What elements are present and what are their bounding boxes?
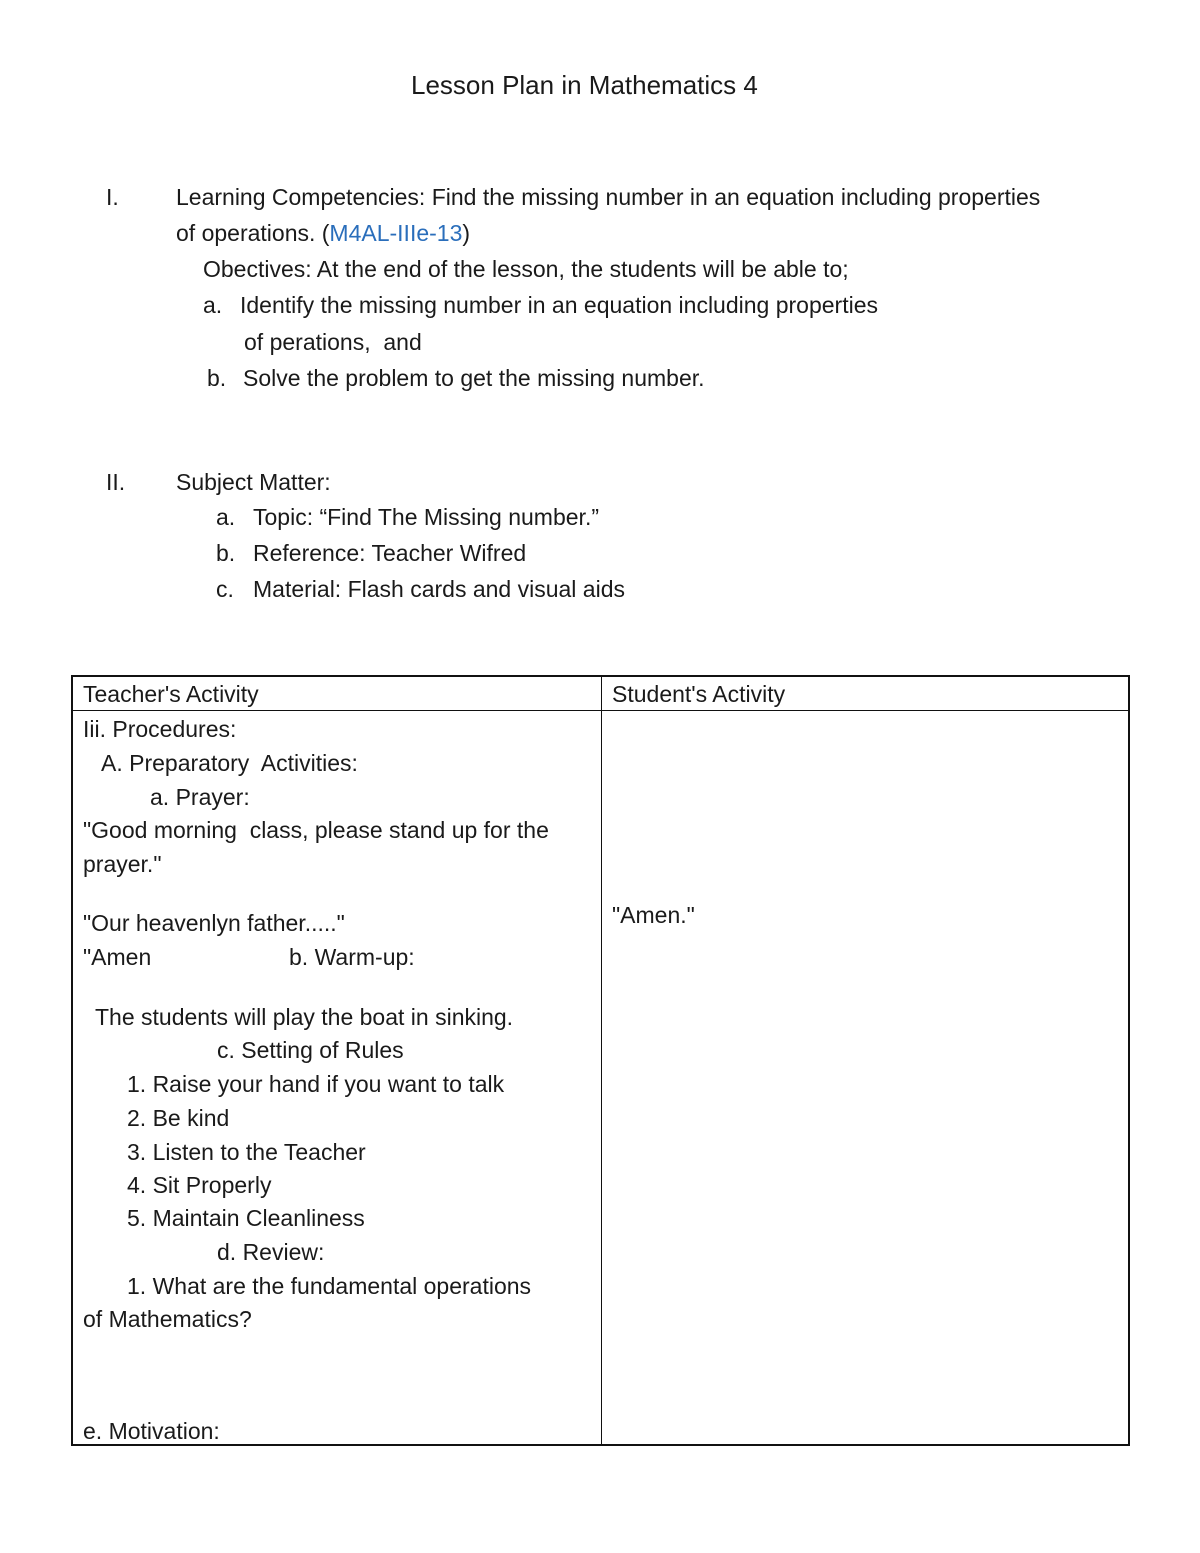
boat-activity: The students will play the boat in sinking. bbox=[95, 1004, 514, 1030]
competency-line-2 bbox=[176, 219, 470, 247]
competency-suffix: ) bbox=[462, 220, 471, 246]
greeting-line-1: "Good morning class, please stand up for the bbox=[83, 817, 549, 843]
rule-item: 4. Sit Properly bbox=[127, 1172, 272, 1198]
subject-item-marker-c: c. bbox=[216, 576, 234, 602]
competency-code-link[interactable]: M4AL-IIIe-13 bbox=[329, 220, 463, 246]
warmup-heading: b. Warm-up: bbox=[289, 944, 415, 970]
rule-item: 2. Be kind bbox=[127, 1105, 230, 1131]
rule-item: 3. Listen to the Teacher bbox=[127, 1139, 366, 1165]
objective-a-line-2: of perations, and bbox=[244, 329, 422, 355]
rule-item: 1. Raise your hand if you want to talk bbox=[127, 1071, 505, 1097]
objective-b: Solve the problem to get the missing number. bbox=[243, 365, 705, 391]
subject-matter-heading: Subject Matter: bbox=[176, 469, 331, 495]
rule-item: 5. Maintain Cleanliness bbox=[127, 1205, 365, 1231]
teacher-amen: "Amen bbox=[83, 944, 152, 970]
objectives-intro: Obectives: At the end of the lesson, the students will be able to; bbox=[203, 256, 849, 282]
subject-item-marker-b: b. bbox=[216, 540, 236, 566]
objective-a-line-1: Identify the missing number in an equation including properties bbox=[240, 292, 878, 318]
header-student-activity: Student's Activity bbox=[612, 681, 786, 707]
subject-item-marker-a: a. bbox=[216, 504, 236, 530]
section-numeral-i: I. bbox=[106, 184, 119, 210]
page-title: Lesson Plan in Mathematics 4 bbox=[411, 70, 758, 100]
rules-heading: c. Setting of Rules bbox=[217, 1037, 404, 1063]
review-heading: d. Review: bbox=[217, 1239, 325, 1265]
header-teacher-activity: Teacher's Activity bbox=[83, 681, 259, 707]
motivation-heading: e. Motivation: bbox=[83, 1418, 220, 1444]
review-question-line-2: of Mathematics? bbox=[83, 1306, 252, 1332]
preparatory-activities: A. Preparatory Activities: bbox=[101, 750, 358, 776]
objective-b-marker: b. bbox=[207, 365, 227, 391]
review-question-line-1: 1. What are the fundamental operations bbox=[127, 1273, 532, 1299]
activity-table bbox=[71, 675, 1130, 1446]
subject-item-reference: Reference: Teacher Wifred bbox=[253, 540, 527, 566]
subject-item-topic: Topic: “Find The Missing number.” bbox=[253, 504, 599, 530]
competency-prefix: of operations. ( bbox=[176, 220, 330, 246]
table-column-divider bbox=[601, 677, 602, 1444]
section-numeral-ii: II. bbox=[106, 469, 126, 495]
greeting-line-2: prayer." bbox=[83, 851, 162, 877]
prayer-heading: a. Prayer: bbox=[150, 784, 250, 810]
subject-item-material: Material: Flash cards and visual aids bbox=[253, 576, 625, 602]
competency-line-1: Learning Competencies: Find the missing number in an equation including properties bbox=[176, 184, 1041, 210]
our-father-line: "Our heavenlyn father....." bbox=[83, 910, 345, 936]
procedures-heading: Iii. Procedures: bbox=[83, 716, 237, 742]
student-amen-response: "Amen." bbox=[612, 902, 695, 928]
objective-a-marker: a. bbox=[203, 292, 223, 318]
